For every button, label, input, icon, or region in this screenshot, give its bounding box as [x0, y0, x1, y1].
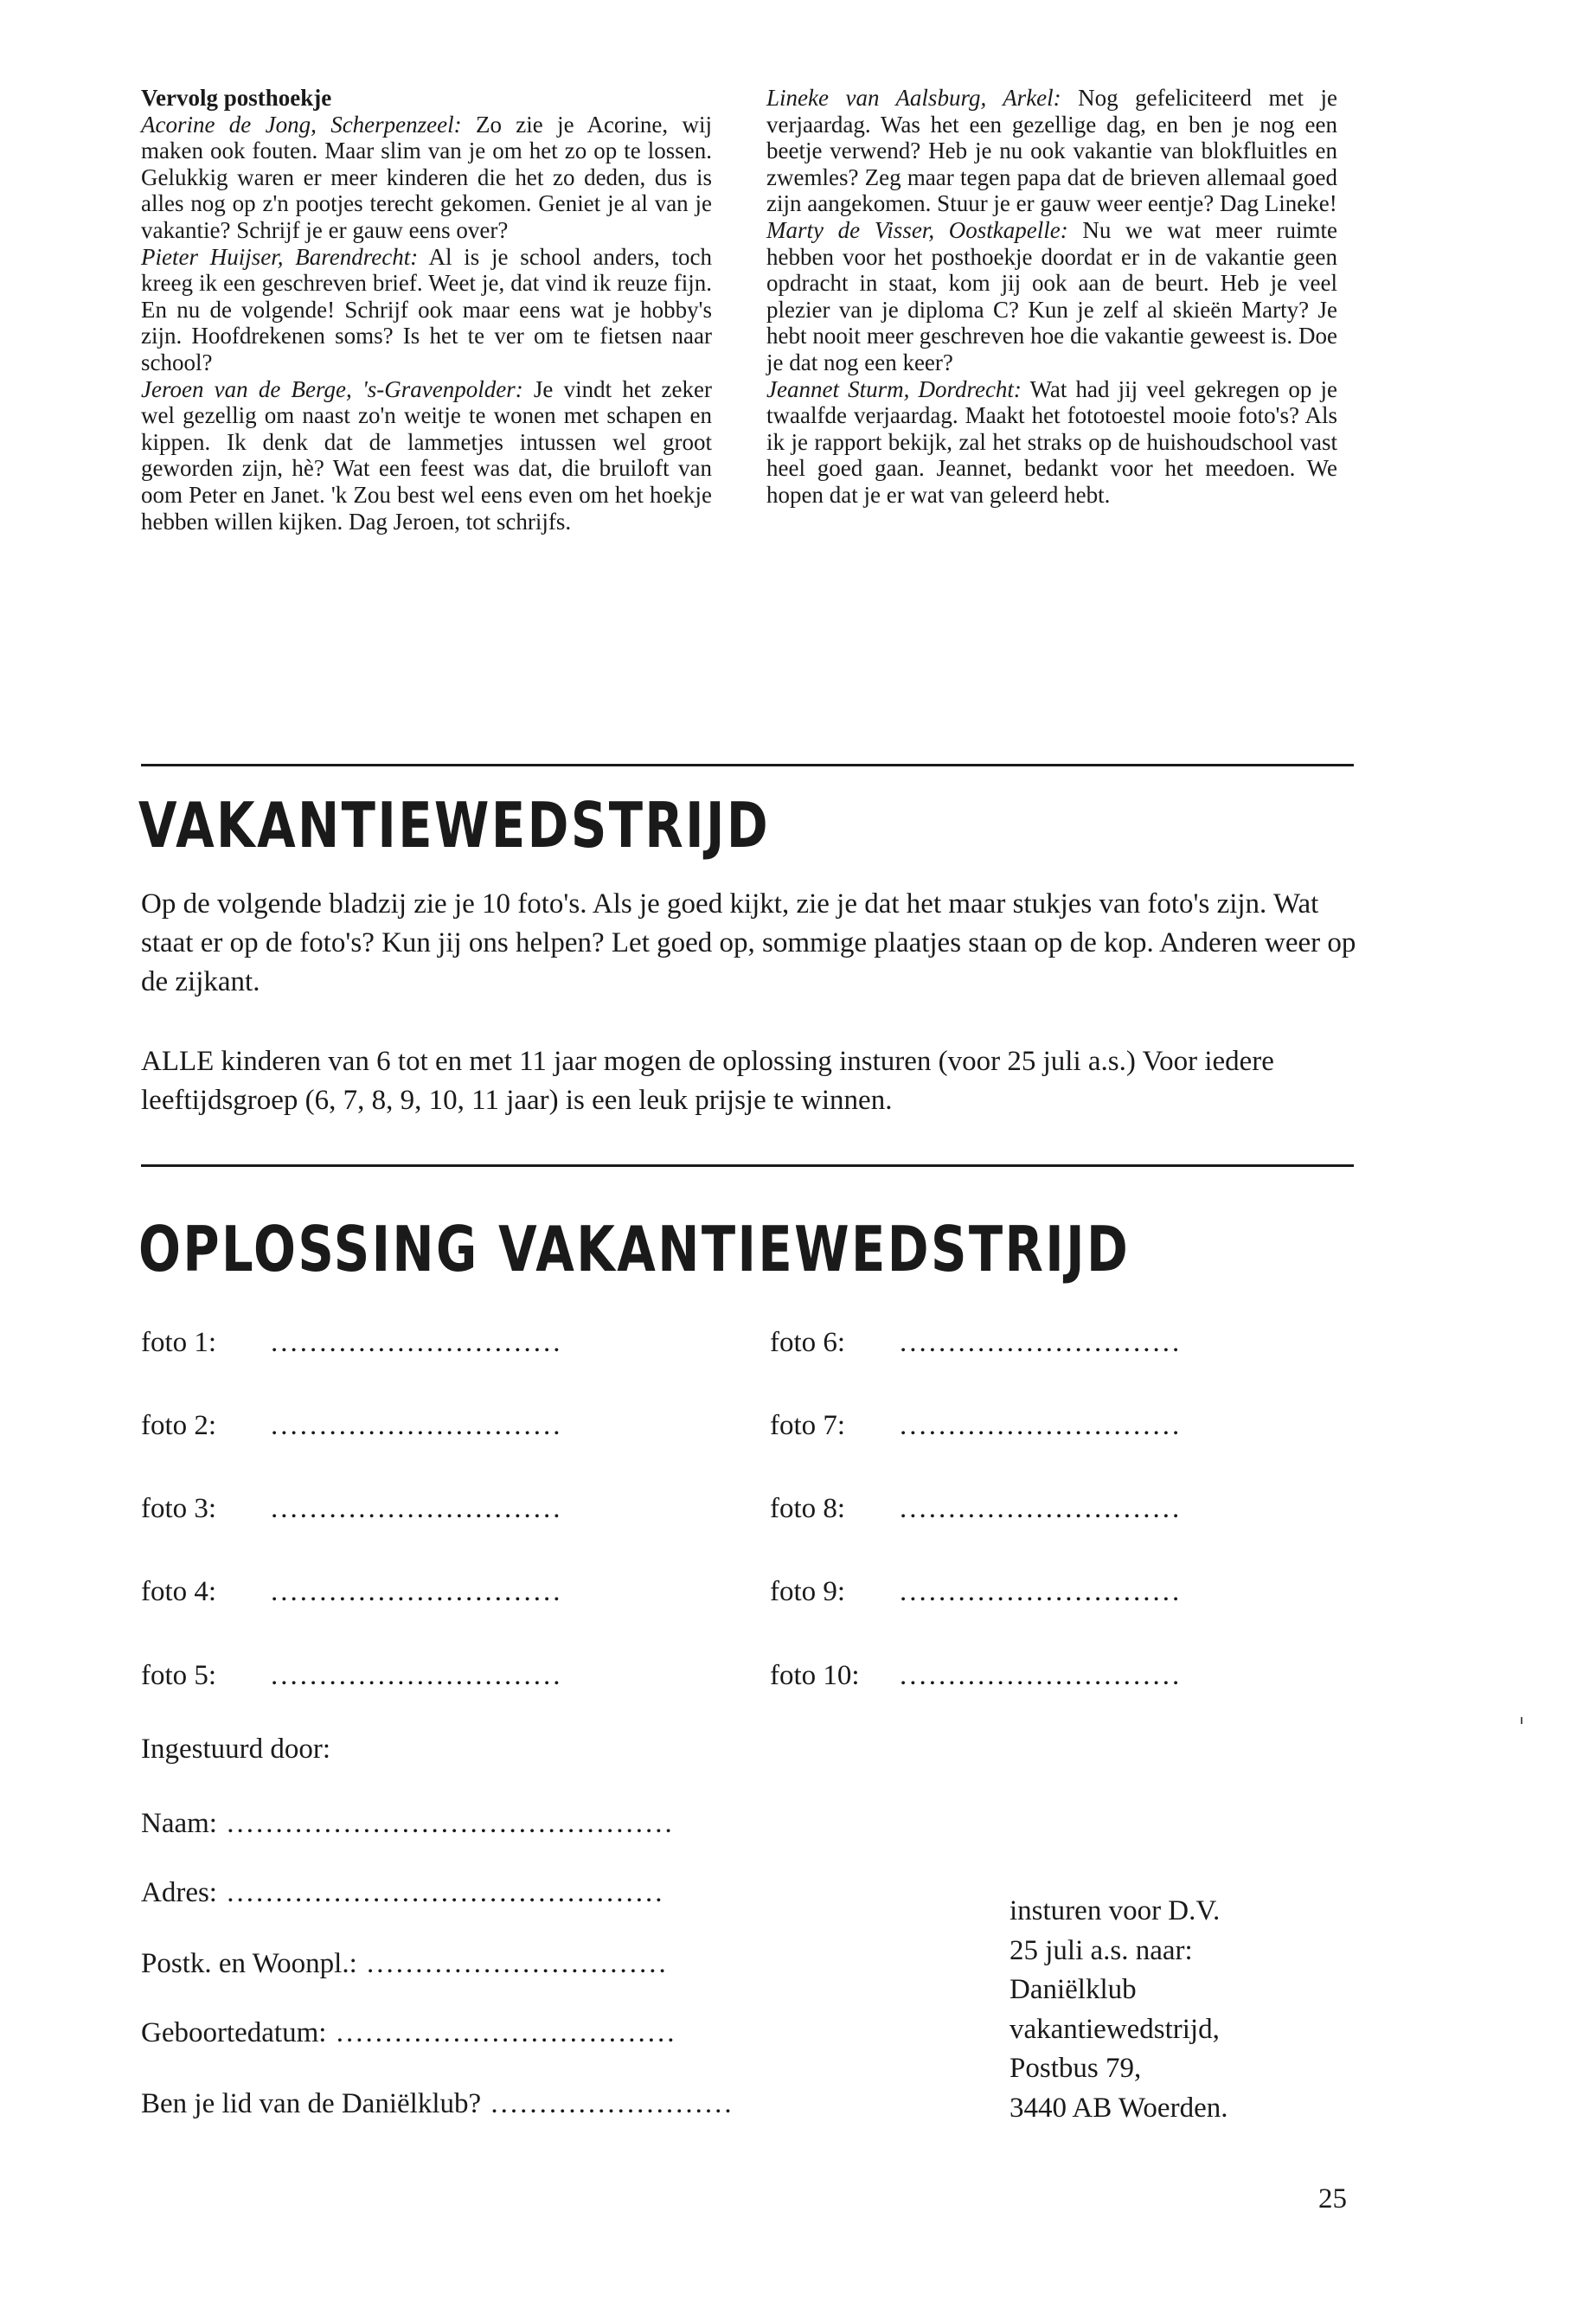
foto-label: foto 5: — [141, 1660, 217, 1691]
page-number: 25 — [1318, 2183, 1347, 2214]
letter-pieter — [141, 244, 712, 376]
foto-6-field[interactable]: foto 6: ............................. — [770, 1327, 1183, 1358]
letter-text: Nog gefeliciteerd met je verjaardag. Was het een gezellige dag, en ben je nog een beetje verwend? Heb je nu ook vakantie van blokfluitles en zwemles? Zeg maar tegen papa dat de brieven allemaal goed zijn aangekomen. Stuur je er gauw weer eentje? Dag Lineke! — [766, 85, 1337, 217]
address-line: 25 juli a.s. naar: — [1010, 1934, 1193, 1966]
foto-8-field[interactable]: foto 8: ............................. — [770, 1493, 1183, 1524]
letter-name: Jeroen van de Berge, 's-Gravenpolder: — [141, 375, 523, 402]
address-line: insturen voor D.V. — [1010, 1895, 1221, 1926]
address-line: Postbus 79, — [1010, 2053, 1142, 2084]
foto-3-field[interactable]: foto 3: .............................. — [141, 1493, 563, 1524]
column-heading: Vervolg posthoekje — [141, 85, 332, 111]
letter-name: Marty de Visser, Oostkapelle: — [766, 216, 1068, 243]
letter-jeannet — [766, 376, 1337, 509]
letter-name: Pieter Huijser, Barendrecht: — [141, 243, 419, 270]
field-label: Naam: — [141, 1808, 217, 1839]
foto-label: foto 1: — [141, 1327, 217, 1358]
field-label: Postk. en Woonpl.: — [141, 1948, 357, 1979]
foto-10-field[interactable]: foto 10: ............................. — [770, 1660, 1183, 1691]
foto-label: foto 2: — [141, 1410, 217, 1441]
right-column — [766, 85, 1337, 509]
letter-marty — [766, 217, 1337, 376]
foto-label: foto 4: — [141, 1576, 217, 1607]
birthdate-field[interactable]: Geboortedatum: ................................... — [141, 2017, 677, 2048]
field-label: Ben je lid van de Daniëlklub? — [141, 2088, 482, 2119]
letter-acorine — [141, 112, 712, 244]
foto-label: foto 7: — [770, 1410, 846, 1441]
left-column — [141, 85, 712, 535]
name-field[interactable]: Naam: .............................................. — [141, 1808, 675, 1839]
contest-title: VAKANTIEWEDSTRIJD — [138, 789, 771, 862]
foto-9-field[interactable]: foto 9: ............................. — [770, 1576, 1183, 1607]
foto-4-field[interactable]: foto 4: .............................. — [141, 1576, 563, 1607]
foto-7-field[interactable]: foto 7: ............................. — [770, 1410, 1183, 1441]
letter-name: Jeannet Sturm, Dordrecht: — [766, 375, 1022, 402]
letter-text: Nu we wat meer ruimte hebben voor het posthoekje doordat er in de vakantie geen opdracht in staat, kom jij ook aan de beurt. Heb je veel plezier van je diploma C? Kun je zelf al skieën Marty? Je hebt nooit meer geschreven hoe die vakantie geweest is. Doe je dat nog een keer? — [766, 216, 1337, 375]
foto-label: foto 3: — [141, 1493, 217, 1524]
sent-by-label: Ingestuurd door: — [141, 1734, 331, 1765]
foto-1-field[interactable]: foto 1: .............................. — [141, 1327, 563, 1358]
address-line: 3440 AB Woerden. — [1010, 2092, 1228, 2124]
foto-5-field[interactable]: foto 5: .............................. — [141, 1660, 563, 1691]
foto-label: foto 10: — [770, 1660, 860, 1691]
postcode-field[interactable]: Postk. en Woonpl.: ............................... — [141, 1948, 669, 1979]
address-field[interactable]: Adres: ............................................. — [141, 1877, 665, 1908]
foto-label: foto 9: — [770, 1576, 846, 1607]
print-speck — [1521, 1717, 1522, 1724]
field-label: Geboortedatum: — [141, 2017, 327, 2048]
contest-intro: Op de volgende bladzij zie je 10 foto's. Als je goed kijkt, zie je dat het maar stukjes van foto's zijn. Wat staat er op de foto's? Kun jij ons helpen? Let goed op, sommige plaatjes staan op de kop. Anderen weer op de zijkant. — [141, 888, 1356, 997]
address-line: vakantiewedstrijd, — [1010, 2013, 1220, 2045]
letter-text: Al is je school anders, toch kreeg ik een geschreven brief. Weet je, dat vind ik reuze fijn. En nu de volgende! Schrijf ook maar eens wat je hobby's zijn. Hoofdrekenen soms? Is het te ver om te fietsen naar school? — [141, 243, 712, 375]
letter-text: Wat had jij veel gekregen op je twaalfde verjaardag. Maakt het fototoestel mooie foto's? Als ik je rapport bekijk, zal het straks op de huishoudschool vast heel goed gaan. Jeannet, bedankt voor het meedoen. We hopen dat je er wat van geleerd hebt. — [766, 375, 1337, 508]
address-line: Daniëlklub — [1010, 1974, 1137, 2005]
letter-name: Lineke van Aalsburg, Arkel: — [766, 85, 1061, 111]
letter-jeroen — [141, 376, 712, 535]
letter-text: Zo zie je Acorine, wij maken ook fouten. Maar slim van je om het zo op te lossen. Gelukkig waren er meer kinderen die het zo deden, dus is alles nog op z'n pootjes terecht gekomen. Geniet je al van je vakantie? Schrijf je er gauw eens over? — [141, 111, 712, 243]
letter-lineke — [766, 85, 1337, 217]
letter-text: Je vindt het zeker wel gezellig om naast zo'n weitje te wonen met schapen en kippen. Ik denk dat de lammetjes intussen wel groot geworden zijn, hè? Wat een feest was dat, die bruiloft van oom Peter en Janet. 'k Zou best wel eens even om het hoekje hebben willen kijken. Dag Jeroen, tot schrijfs. — [141, 375, 712, 535]
foto-label: foto 6: — [770, 1327, 846, 1358]
divider-rule — [141, 764, 1354, 766]
divider-rule — [141, 1164, 1354, 1167]
member-field[interactable]: Ben je lid van de Daniëlklub? ......................... — [141, 2088, 734, 2119]
field-label: Adres: — [141, 1877, 217, 1908]
letter-name: Acorine de Jong, Scherpenzeel: — [141, 111, 462, 138]
mailing-address — [1010, 1892, 1356, 2128]
solution-title: OPLOSSING VAKANTIEWEDSTRIJD — [138, 1213, 1131, 1285]
contest-rules: ALLE kinderen van 6 tot en met 11 jaar mogen de oplossing insturen (voor 25 juli a.s.) Voor iedere leeftijdsgroep (6, 7, 8, 9, 10, 11 jaar) is een leuk prijsje te winnen. — [141, 1046, 1274, 1116]
foto-2-field[interactable]: foto 2: .............................. — [141, 1410, 563, 1441]
foto-label: foto 8: — [770, 1493, 846, 1524]
